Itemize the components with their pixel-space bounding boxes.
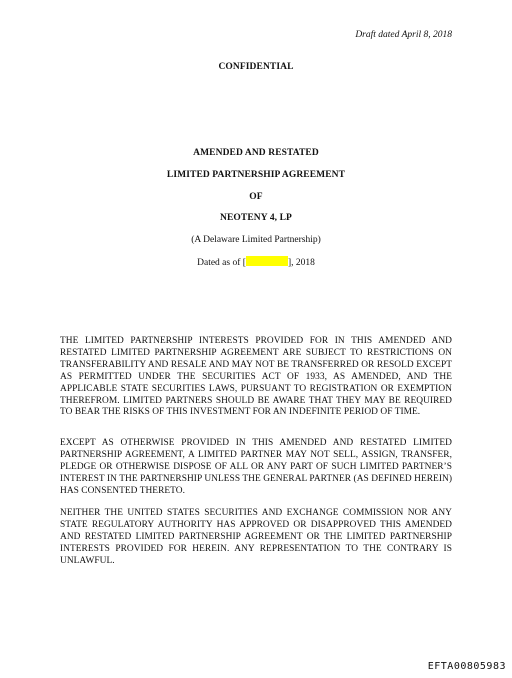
legend-paragraph-consent-required: EXCEPT AS OTHERWISE PROVIDED IN THIS AMENDED AND RESTATED LIMITED PARTNERSHIP AGREEMENT, A LIMITED PARTNER MAY NOT SELL, ASSIGN, TRANSFER, PLEDGE OR OTHERWISE DISPOSE OF ALL OR ANY PART OF SUCH LIMITED PARTNER’S INTEREST IN THE PARTNERSHIP UNLESS THE GENERAL PARTNER (AS DEFINED HEREIN) HAS CONSENTED THERETO. [60, 438, 452, 496]
dated-prefix: Dated as of [ [197, 258, 246, 268]
date-blank-highlight [246, 256, 288, 266]
title-line-agreement: LIMITED PARTNERSHIP AGREEMENT [166, 170, 346, 180]
legend-paragraph-transfer-restrictions: THE LIMITED PARTNERSHIP INTERESTS PROVIDED FOR IN THIS AMENDED AND RESTATED LIMITED PARTNERSHIP AGREEMENT ARE SUBJECT TO RESTRICTIONS ON TRANSFERABILITY AND RESALE AND MAY NOT BE TRANSFERRED OR RESOLD EXCEPT AS PERMITTED UNDER THE SECURITIES ACT OF 1933, AS AMENDED, AND THE APPLICABLE STATE SECURITIES LAWS, PURSUANT TO REGISTRATION OR EXEMPTION THEREFROM. LIMITED PARTNERS SHOULD BE AWARE THAT THEY MAY BE REQUIRED TO BEAR THE RISKS OF THIS INVESTMENT FOR AN INDEFINITE PERIOD OF TIME. [60, 336, 452, 418]
title-partnership-name: NEOTENY 4, LP [220, 213, 292, 223]
dated-suffix: ], 2018 [287, 258, 315, 268]
draft-date-note: Draft dated April 8, 2018 [355, 30, 452, 40]
title-line-amended: AMENDED AND RESTATED [193, 148, 319, 158]
legend-paragraph-no-approval: NEITHER THE UNITED STATES SECURITIES AND EXCHANGE COMMISSION NOR ANY STATE REGULATORY AUTHORITY HAS APPROVED OR DISAPPROVED THIS AMENDED AND RESTATED LIMITED PARTNERSHIP AGREEMENT OR THE LIMITED PARTNERSHIP INTERESTS PROVIDED FOR HEREIN. ANY REPRESENTATION TO THE CONTRARY IS UNLAWFUL. [60, 508, 452, 566]
title-line-of: OF [249, 192, 263, 202]
document-id: EFTA00805983 [427, 661, 506, 672]
dated-as-of-line [0, 256, 512, 268]
confidential-label: CONFIDENTIAL [218, 62, 294, 72]
title-subtitle: (A Delaware Limited Partnership) [191, 235, 321, 245]
